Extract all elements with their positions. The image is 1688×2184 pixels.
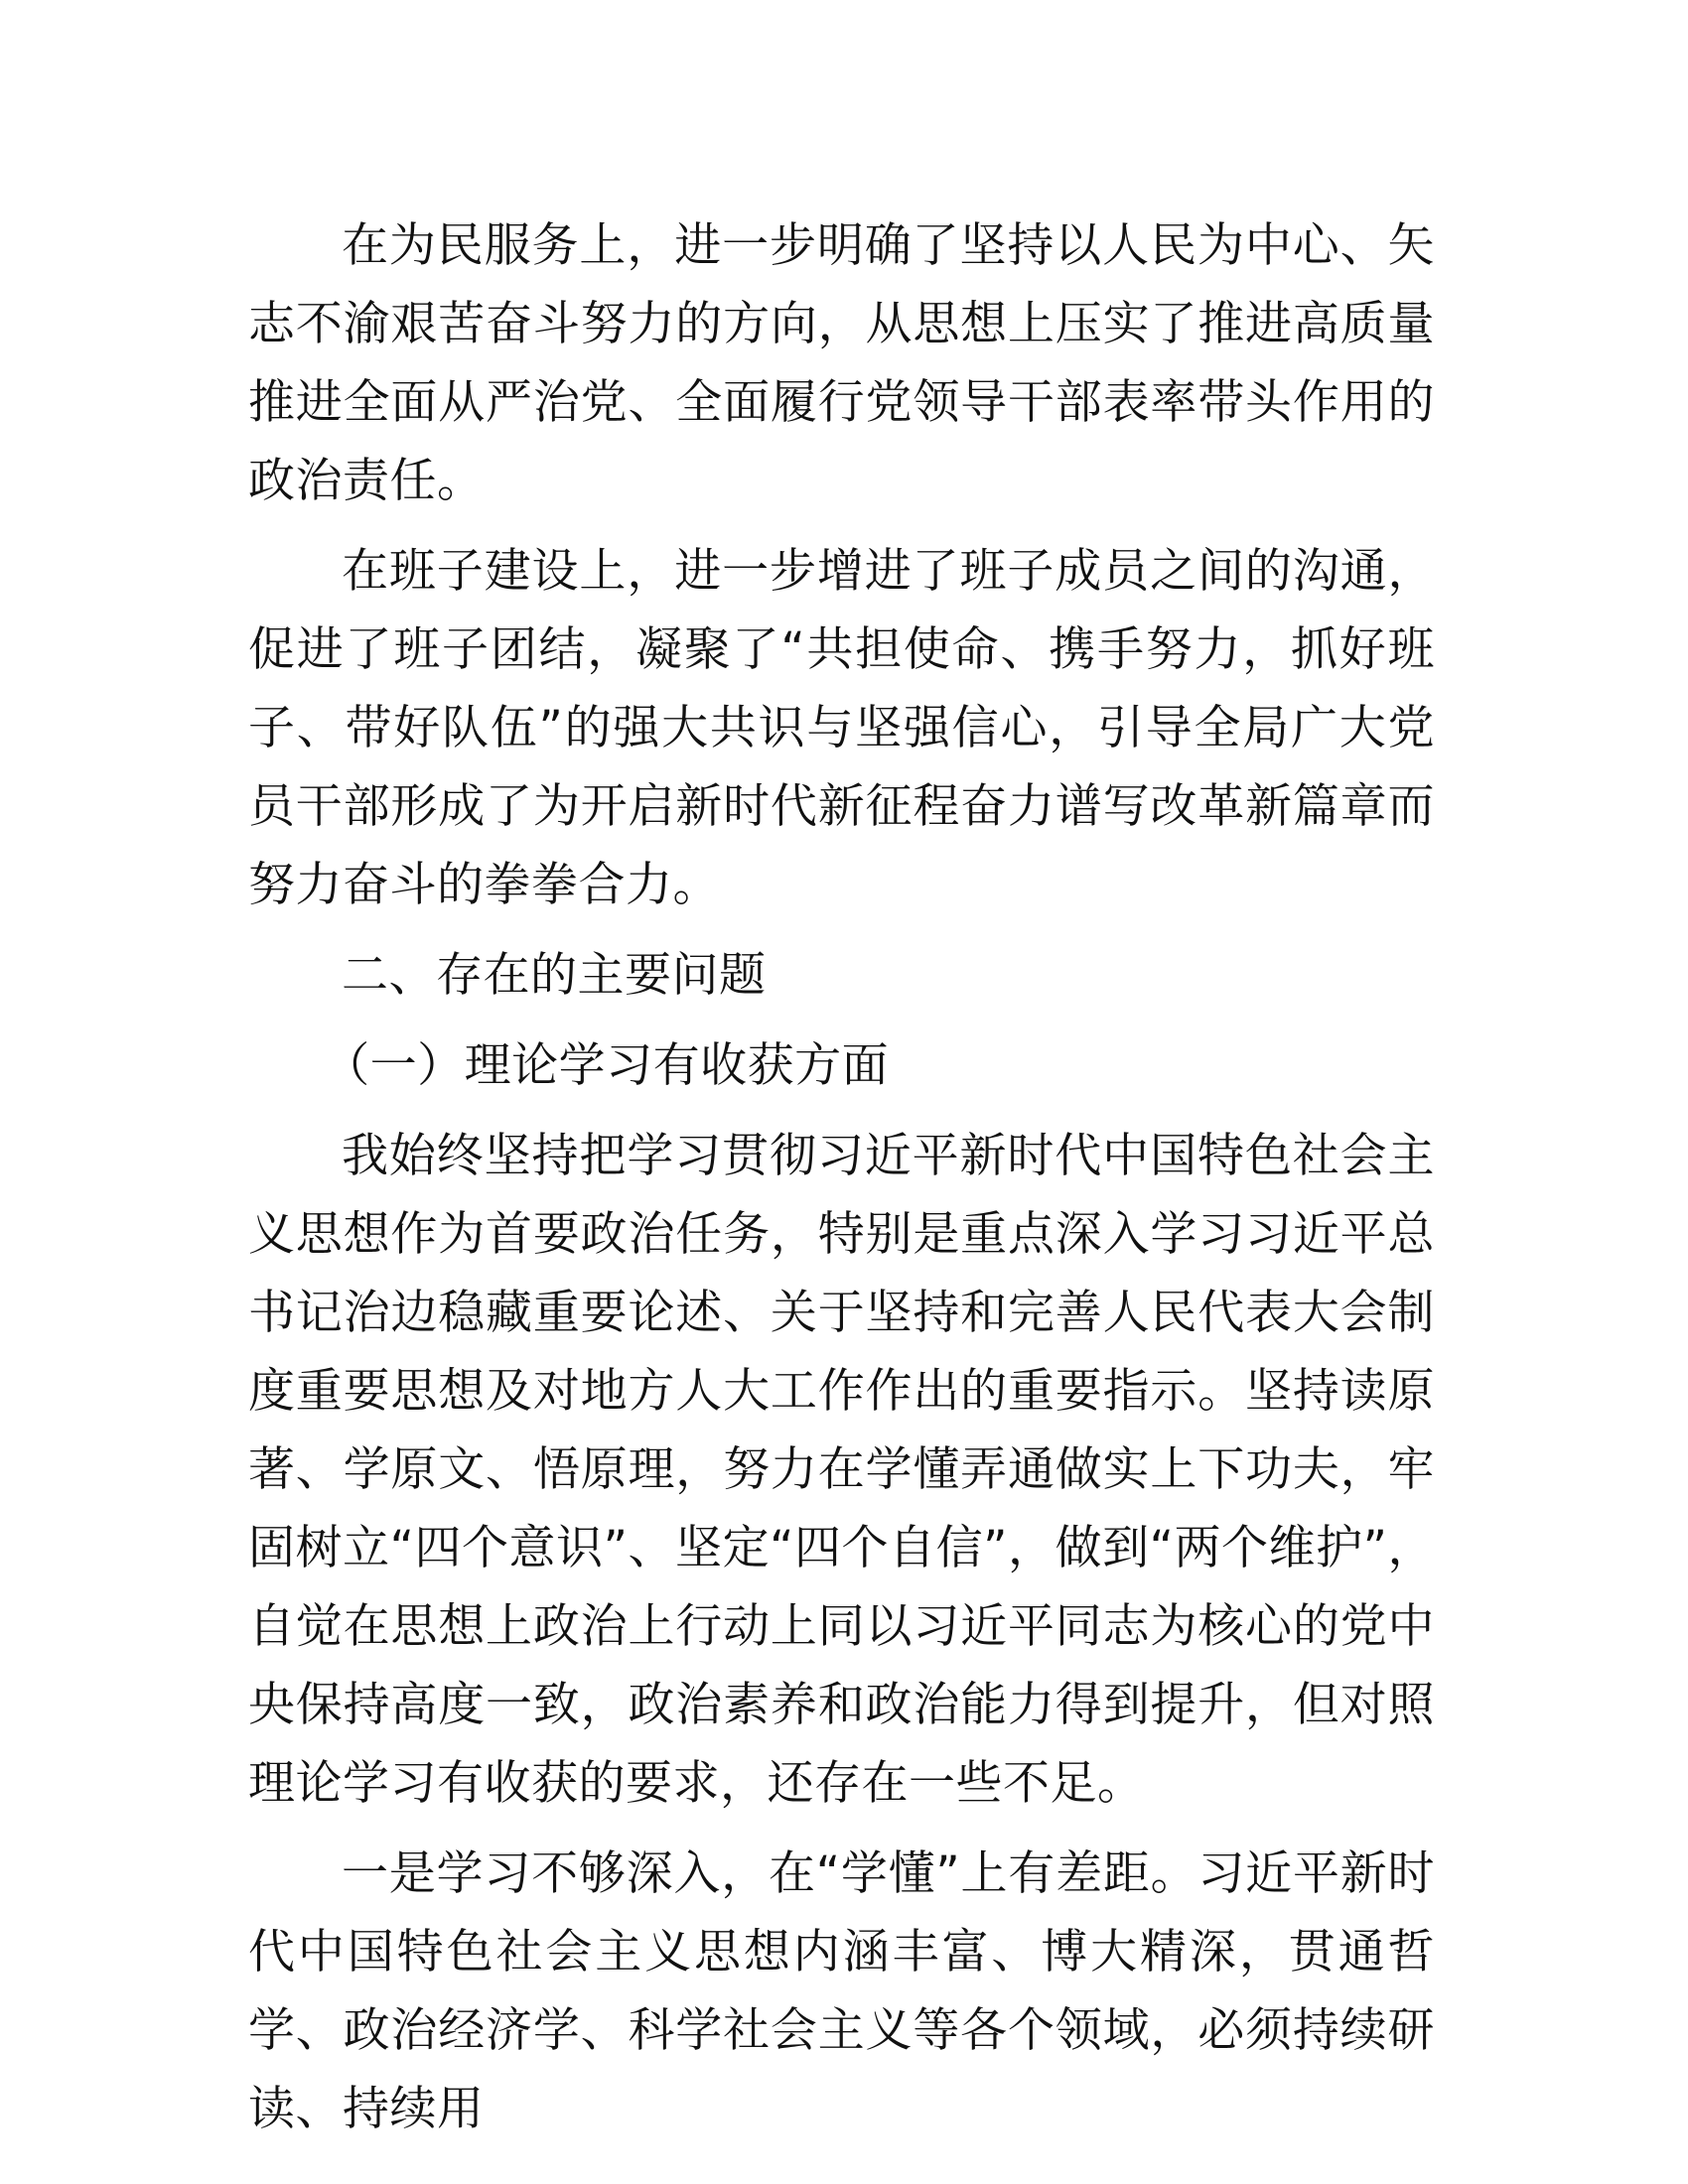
paragraph-theory-study: 我始终坚持把学习贯彻习近平新时代中国特色社会主义思想作为首要政治任务，特别是重点深入学习习近平总书记治边稳藏重要论述、关于坚持和完善人民代表大会制度重要思想及对地方人大工作作出的重要指示。坚持读原著、学原文、悟原理，努力在学懂弄通做实上下功夫，牢固树立“四个意识”、坚定“四个自信”，做到“两个维护”，自觉在思想上政治上行动上同以习近平同志为核心的党中央保持高度一致，政治素养和政治能力得到提升，但对照理论学习有收获的要求，还存在一些不足。 (248, 1129, 1435, 1811)
document-body (248, 206, 1435, 2160)
subsection-heading: （一）理论学习有收获方面 (323, 1038, 890, 1093)
section-heading: 二、存在的主要问题 (342, 948, 767, 1003)
paragraph-team-building: 在班子建设上，进一步增进了班子成员之间的沟通，促进了班子团结，凝聚了“共担使命、携手努力，抓好班子、带好队伍”的强大共识与坚强信心，引导全局广大党员干部形成了为开启新时代新征程奋力谱写改革新篇章而努力奋斗的拳拳合力。 (248, 544, 1435, 912)
paragraph-issue-one: 一是学习不够深入，在“学懂”上有差距。习近平新时代中国特色社会主义思想内涵丰富、博大精深，贯通哲学、政治经济学、科学社会主义等各个领域，必须持续研读、持续用 (248, 1846, 1435, 2136)
paragraph-service: 在为民服务上，进一步明确了坚持以人民为中心、矢志不渝艰苦奋斗努力的方向，从思想上压实了推进高质量推进全面从严治党、全面履行党领导干部表率带头作用的政治责任。 (248, 218, 1435, 508)
